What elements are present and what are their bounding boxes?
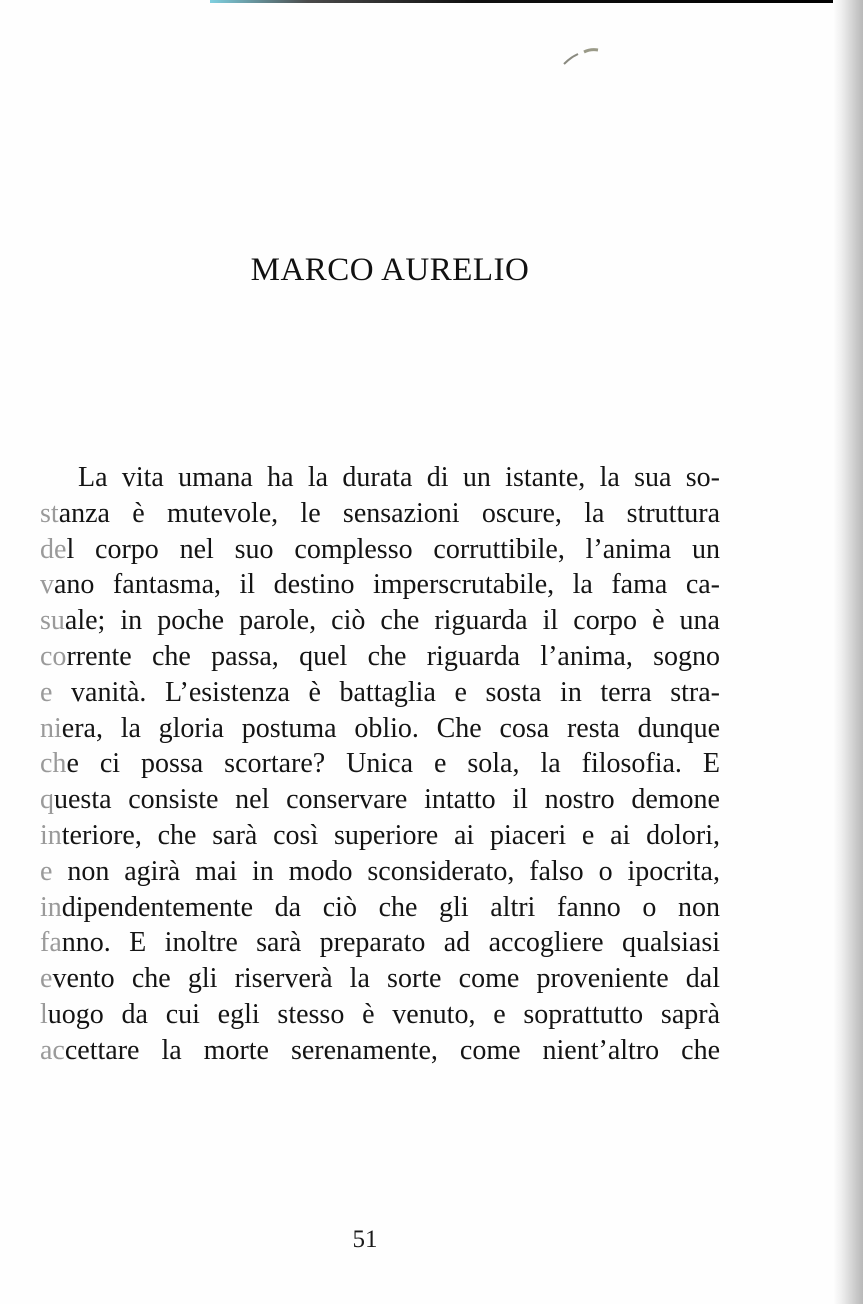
- text-line: questa consiste nel conservare intatto il nostro demone: [40, 784, 720, 816]
- page-number: 51: [352, 1226, 378, 1253]
- text-line: che ci possa scortare? Unica e sola, la filosofia. E: [40, 748, 720, 780]
- chapter-title: MARCO AURELIO: [250, 252, 530, 288]
- text-line: evento che gli riserverà la sorte come proveniente dal: [40, 963, 720, 995]
- text-line: indipendentemente da ciò che gli altri fanno o non: [40, 891, 720, 923]
- text-line: niera, la gloria postuma oblio. Che cosa resta dunque: [40, 712, 720, 744]
- text-line: e vanità. L’esistenza è battaglia e sosta in terra stra-: [40, 676, 720, 708]
- text-line: e non agirà mai in modo sconsiderato, falso o ipocrita,: [40, 855, 720, 887]
- text-line: stanza è mutevole, le sensazioni oscure, la struttura: [40, 497, 720, 529]
- text-line: del corpo nel suo complesso corruttibile, l’anima un: [40, 533, 720, 565]
- text-line: luogo da cui egli stesso è venuto, e soprattutto saprà: [40, 998, 720, 1030]
- text-line: La vita umana ha la durata di un istante, la sua so-: [78, 462, 720, 493]
- text-line: corrente che passa, quel che riguarda l’anima, sogno: [40, 640, 720, 672]
- text-line: suale; in poche parole, ciò che riguarda il corpo è una: [40, 605, 720, 637]
- body-paragraph: [40, 460, 720, 1069]
- binding-shadow: [833, 0, 863, 1304]
- text-line: interiore, che sarà così superiore ai piaceri e ai dolori,: [40, 819, 720, 851]
- text-line: fanno. E inoltre sarà preparato ad accogliere qualsiasi: [40, 927, 720, 959]
- text-line: accettare la morte serenamente, come nient’altro che: [40, 1034, 720, 1066]
- pencil-mark-icon: [562, 44, 602, 68]
- text-line: vano fantasma, il destino imperscrutabile, la fama ca-: [40, 569, 720, 601]
- book-top-edge: [210, 0, 863, 3]
